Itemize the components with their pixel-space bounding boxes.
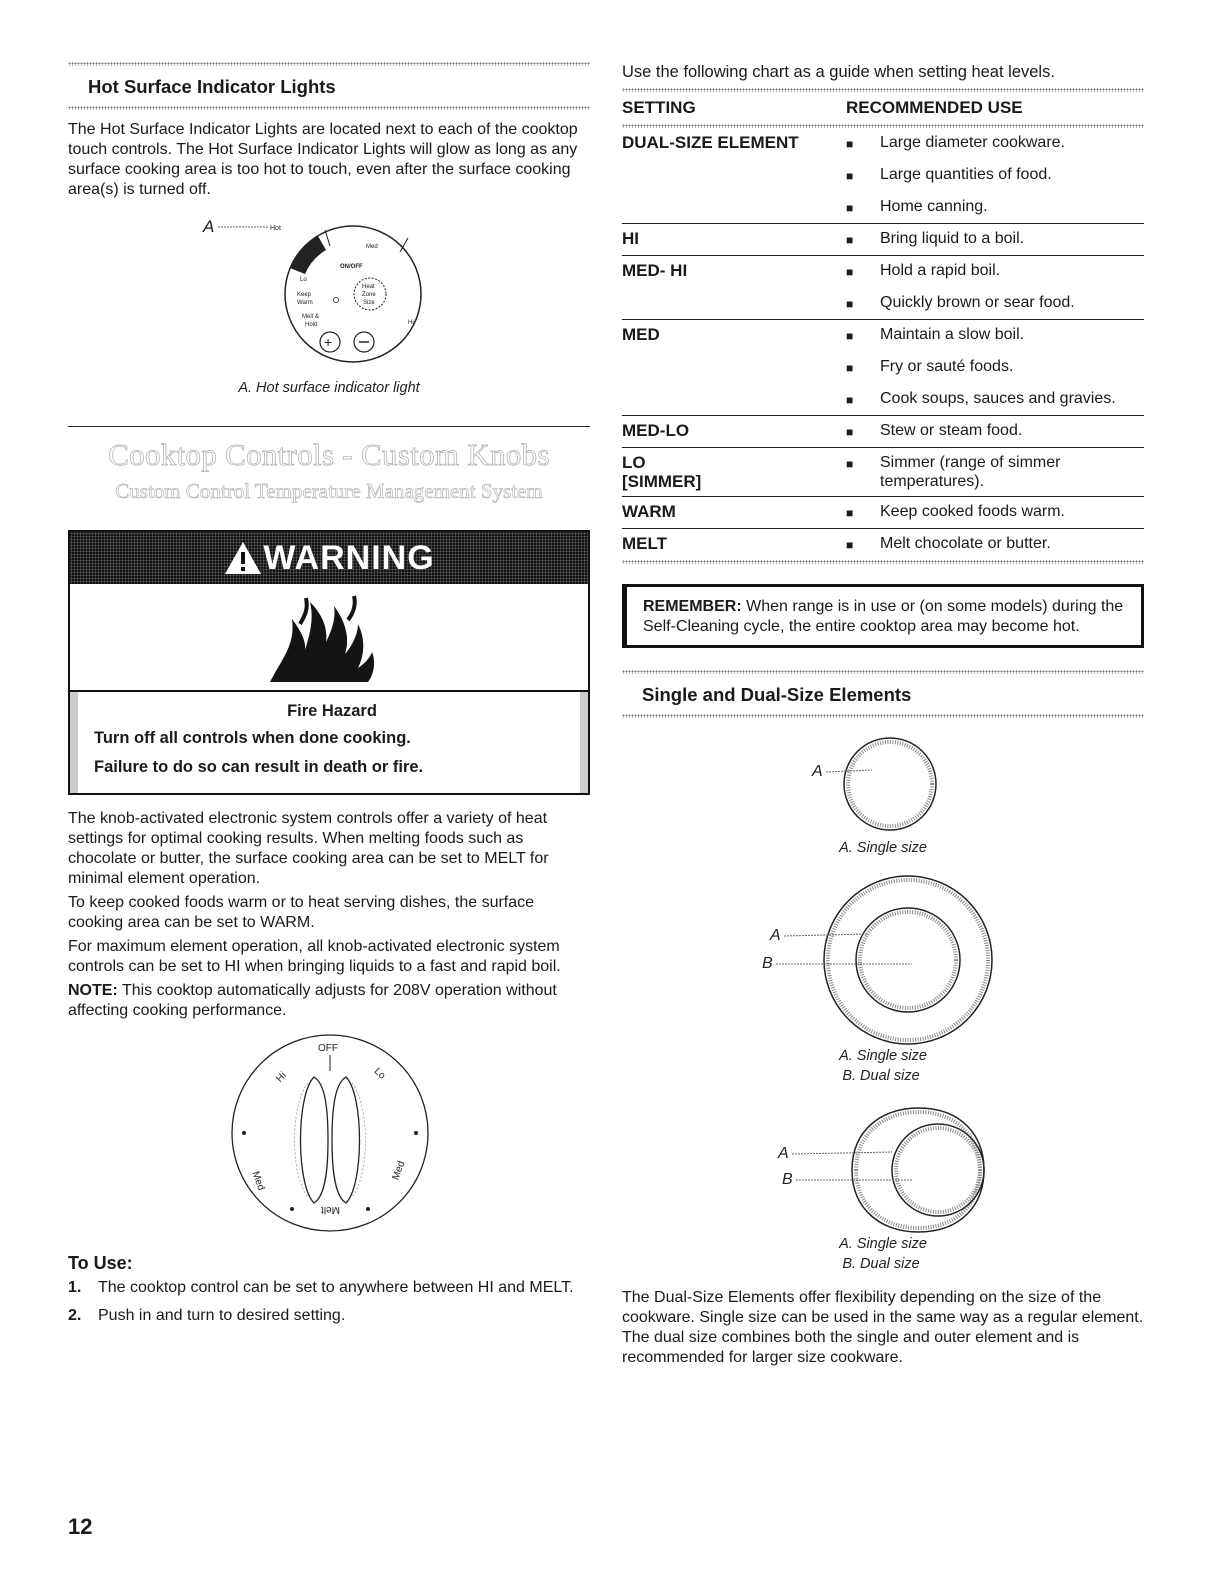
bullet-icon: ■	[846, 425, 854, 439]
hot-surface-caption: A. Hot surface indicator light	[238, 380, 420, 396]
use-text: Maintain a slow boil.	[880, 326, 1025, 343]
svg-text:Melt: Melt	[321, 1204, 340, 1215]
table-row	[622, 256, 1144, 320]
setting-cell: MELT	[622, 529, 846, 561]
bullet-icon: ■	[846, 538, 854, 552]
use-text: Quickly brown or sear food.	[880, 294, 1075, 311]
use-text: Hold a rapid boil.	[880, 262, 1001, 279]
elements-title: Single and Dual-Size Elements	[642, 684, 912, 705]
table-row	[622, 224, 1144, 256]
svg-text:A: A	[778, 1145, 789, 1162]
svg-text:Lo: Lo	[300, 277, 307, 283]
svg-text:Warm: Warm	[297, 300, 313, 306]
bullet-icon: ■	[846, 169, 854, 183]
closing-paragraph: The Dual-Size Elements offer flexibility depending on the size of the cookware. Single size can be used in the same way as a regular element. The dual size combines both the single and outer element and is recommended for larger size cookware.	[622, 1289, 1144, 1366]
use-item	[846, 534, 1144, 555]
recommended-use-cell	[846, 128, 1144, 224]
warning-triangle-icon	[223, 540, 263, 576]
note-label: NOTE:	[68, 982, 118, 999]
fire-hazard-figure	[70, 584, 588, 692]
dual-element-figure-2	[622, 1100, 1144, 1284]
svg-text:A: A	[770, 927, 781, 944]
warning-word: WARNING	[263, 538, 435, 577]
use-item	[846, 421, 1144, 442]
use-item	[846, 325, 1144, 346]
single-element-figure	[622, 718, 1144, 860]
bullet-icon: ■	[846, 233, 854, 247]
svg-text:Hi: Hi	[274, 1070, 289, 1085]
step-number: 1.	[68, 1279, 82, 1296]
oval-element-caption-a: A. Single size	[839, 1236, 927, 1252]
svg-text:Heat: Heat	[362, 284, 375, 290]
svg-text:A: A	[812, 763, 823, 780]
bullet-icon: ■	[846, 137, 854, 151]
paragraph-warm: To keep cooked foods warm or to heat serving dishes, the surface cooking area can be set to WARM.	[68, 894, 535, 931]
svg-text:OFF: OFF	[318, 1043, 338, 1054]
recommended-use-cell	[846, 529, 1144, 561]
warning-line-1: Turn off all controls when done cooking.	[94, 729, 411, 747]
step-item	[68, 1306, 590, 1326]
svg-text:Hi: Hi	[408, 320, 414, 326]
fig-label-a: A	[203, 217, 215, 236]
setting-cell: MED	[622, 320, 846, 416]
table-row	[622, 320, 1144, 416]
svg-text:Hold: Hold	[305, 322, 318, 328]
remember-box	[622, 584, 1144, 648]
svg-text:Med: Med	[390, 1159, 408, 1182]
step-item	[68, 1278, 590, 1298]
use-item	[846, 133, 1144, 154]
control-dial-illustration	[68, 208, 590, 408]
use-text: Large quantities of food.	[880, 166, 1052, 183]
use-item	[846, 229, 1144, 250]
dual-element-caption-a: A. Single size	[839, 1048, 927, 1064]
use-text: Simmer (range of simmer temperatures).	[880, 454, 1061, 490]
divider	[68, 106, 590, 110]
knob-figure	[68, 1025, 590, 1245]
hot-surface-body: The Hot Surface Indicator Lights are located next to each of the cooktop touch controls. The Hot Surface Indicator Lights will glow as long as any surface cooking area is too hot to touch, even after the surface cooking area(s) is turned off.	[68, 121, 578, 198]
flame-icon	[70, 584, 592, 690]
svg-text:+: +	[324, 334, 333, 350]
recommended-use-cell	[846, 256, 1144, 320]
setting-cell: MED-LO	[622, 416, 846, 448]
recommended-use-cell	[846, 320, 1144, 416]
warning-header	[70, 532, 588, 584]
paragraph-note	[68, 981, 590, 1021]
single-element-illustration	[622, 718, 1144, 838]
step-text: The cooktop control can be set to anywhere between HI and MELT.	[98, 1279, 574, 1296]
step-text: Push in and turn to desired setting.	[98, 1307, 346, 1324]
oval-dual-element-illustration	[622, 1100, 1144, 1240]
oval-element-caption-b: B. Dual size	[842, 1256, 920, 1272]
svg-text:B: B	[762, 955, 773, 972]
bullet-icon: ■	[846, 265, 854, 279]
recommended-use-cell	[846, 497, 1144, 529]
bullet-icon: ■	[846, 329, 854, 343]
use-item	[846, 261, 1144, 282]
hot-surface-figure	[68, 208, 590, 408]
setting-cell: DUAL-SIZE ELEMENT	[622, 133, 799, 152]
note-text: This cooktop automatically adjusts for 208V operation without affecting cooking performance.	[68, 982, 557, 1019]
use-text: Melt chocolate or butter.	[880, 535, 1051, 552]
table-row	[622, 529, 1144, 561]
use-text: Large diameter cookware.	[880, 134, 1065, 151]
dual-element-figure	[622, 860, 1144, 1100]
bullet-icon: ■	[846, 393, 854, 407]
setting-cell: WARM	[622, 497, 846, 529]
section-subtitle: Custom Control Temperature Management System	[115, 479, 543, 503]
hot-indicator-arc	[290, 236, 326, 274]
divider	[622, 560, 1144, 564]
bullet-icon: ■	[846, 506, 854, 520]
use-item	[846, 502, 1144, 523]
setting-cell: MED- HI	[622, 256, 846, 320]
warning-box	[68, 530, 590, 795]
svg-text:Keep: Keep	[297, 292, 312, 298]
column-header-setting: SETTING	[622, 98, 696, 117]
setting-cell: LO [SIMMER]	[622, 448, 846, 497]
svg-text:B: B	[782, 1171, 793, 1188]
section-rule	[68, 426, 590, 427]
table-row	[622, 128, 1144, 224]
column-header-recommended-use: RECOMMENDED USE	[846, 98, 1023, 117]
page-number: 12	[68, 1514, 93, 1539]
use-text: Stew or steam food.	[880, 422, 1023, 439]
bullet-icon: ■	[846, 201, 854, 215]
use-item	[846, 165, 1144, 186]
step-number: 2.	[68, 1307, 82, 1324]
single-element-caption: A. Single size	[839, 840, 927, 856]
use-text: Keep cooked foods warm.	[880, 503, 1065, 520]
warning-line-2: Failure to do so can result in death or fire.	[94, 758, 424, 776]
table-row	[622, 416, 1144, 448]
dual-element-illustration	[622, 860, 1144, 1050]
use-text: Fry or sauté foods.	[880, 358, 1014, 375]
warning-text	[70, 692, 588, 793]
remember-label: REMEMBER:	[643, 598, 742, 615]
bullet-icon: ■	[846, 361, 854, 375]
left-column	[68, 62, 590, 1334]
chart-intro: Use the following chart as a guide when setting heat levels.	[622, 63, 1055, 81]
remember-text: When range is in use or (on some models) during the Self-Cleaning cycle, the entire cooktop area may become hot.	[643, 598, 1124, 635]
paragraph-hi: For maximum element operation, all knob-activated electronic system controls can be set to HI when bringing liquids to a fast and rapid boil.	[68, 938, 561, 975]
dual-element-caption-b: B. Dual size	[842, 1068, 920, 1084]
use-item	[846, 293, 1144, 314]
control-knob-illustration	[68, 1025, 590, 1245]
bullet-icon: ■	[846, 297, 854, 311]
recommended-use-cell	[846, 224, 1144, 256]
svg-text:ON/OFF: ON/OFF	[340, 264, 363, 270]
svg-text:Size: Size	[363, 300, 375, 306]
svg-text:Melt &: Melt &	[302, 314, 320, 320]
recommended-use-cell	[846, 448, 1144, 497]
use-item	[846, 389, 1144, 410]
svg-text:Zone: Zone	[362, 292, 376, 298]
svg-text:Med: Med	[366, 244, 378, 250]
svg-text:Med: Med	[249, 1169, 267, 1193]
use-item	[846, 453, 1144, 491]
use-item	[846, 357, 1144, 378]
use-item	[846, 197, 1144, 218]
table-row	[622, 448, 1144, 497]
bullet-icon: ■	[846, 457, 854, 471]
section-title: Cooktop Controls - Custom Knobs	[108, 437, 550, 472]
to-use-heading: To Use:	[68, 1253, 133, 1273]
paragraph-knob-controls: The knob-activated electronic system controls offer a variety of heat settings for optimal cooking results. When melting foods such as chocolate or butter, the surface cooking area can be set to MELT for minimal element operation.	[68, 810, 549, 887]
setting-cell: HI	[622, 224, 846, 256]
table-row	[622, 497, 1144, 529]
use-text: Home canning.	[880, 198, 988, 215]
fig-hot-label: Hot	[270, 225, 281, 232]
use-text: Cook soups, sauces and gravies.	[880, 390, 1116, 407]
fire-hazard-label: Fire Hazard	[287, 702, 377, 720]
recommended-use-cell	[846, 416, 1144, 448]
right-column	[622, 62, 1144, 1372]
svg-text:Lo: Lo	[371, 1065, 388, 1082]
hot-surface-title: Hot Surface Indicator Lights	[88, 76, 336, 97]
use-text: Bring liquid to a boil.	[880, 230, 1025, 247]
heat-settings-table	[622, 92, 1144, 560]
